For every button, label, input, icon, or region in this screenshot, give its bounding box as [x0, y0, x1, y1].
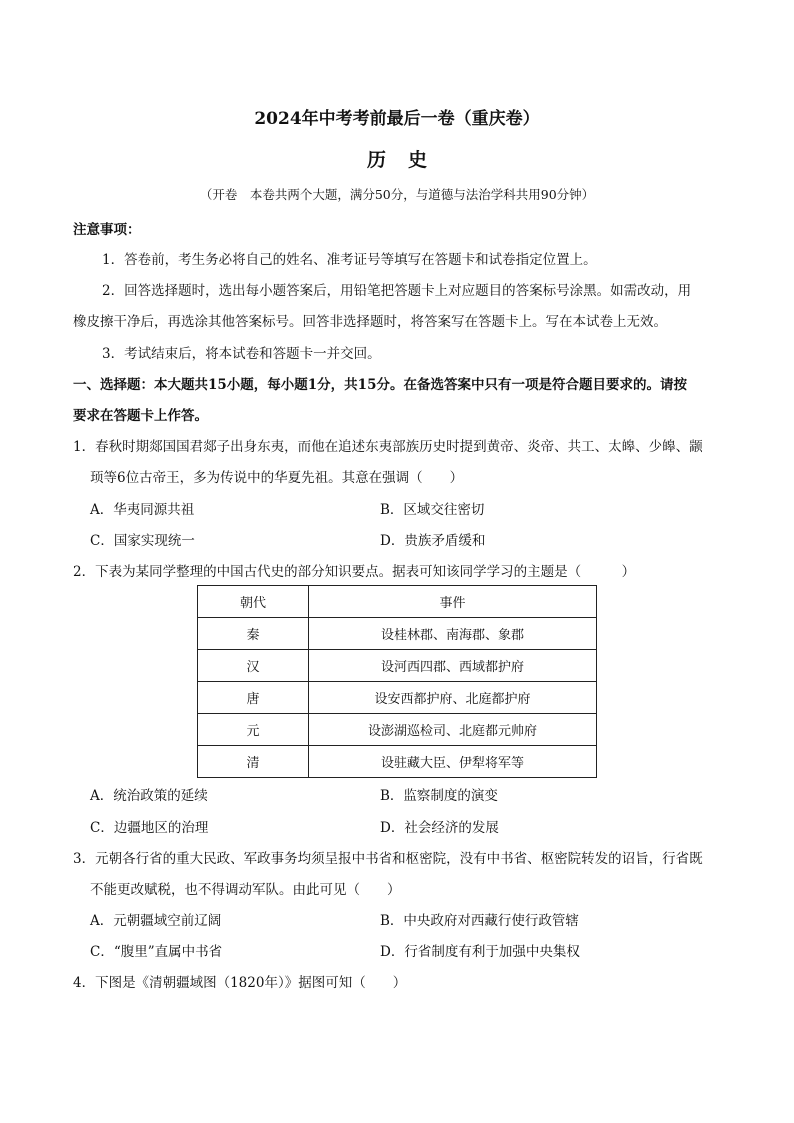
question-1-option-a[interactable]: A．华夷同源共祖 [90, 502, 195, 518]
knowledge-table [197, 585, 597, 778]
table-cell-dynasty: 秦 [198, 618, 309, 650]
question-3-stem: 3．元朝各行省的重大民政、军政事务均须呈报中书省和枢密院，没有中书省、枢密院转发的诏旨，行省既 [73, 851, 703, 867]
table-cell-dynasty: 汉 [198, 650, 309, 682]
table-cell-dynasty: 元 [198, 714, 309, 746]
table-cell-dynasty: 清 [198, 746, 309, 778]
question-4-stem: 4．下图是《清朝疆域图（1820年）》据图可知（ ） [73, 975, 407, 991]
note-item: 橡皮擦干净后，再选涂其他答案标号。回答非选择题时，将答案写在答题卡上。写在本试卷上无效。 [73, 314, 667, 330]
question-1-stem: 1．春秋时期郯国国君郯子出身东夷，而他在追述东夷部族历史时提到黄帝、炎帝、共工、太皞、少皞、颛 [73, 439, 703, 455]
note-item: 3．考试结束后，将本试卷和答题卡一并交回。 [102, 346, 381, 362]
table-cell-event: 设河西四郡、西域都护府 [309, 650, 597, 682]
table-cell-event: 设澎湖巡检司、北庭都元帅府 [309, 714, 597, 746]
question-1-option-c[interactable]: C．国家实现统一 [90, 533, 195, 549]
table-row [198, 746, 597, 778]
question-3-option-c[interactable]: C．“腹里”直属中书省 [90, 944, 223, 960]
table-header-event: 事件 [309, 586, 597, 618]
note-item: 2．回答选择题时，选出每小题答案后，用铅笔把答题卡上对应题目的答案标号涂黑。如需改动，用 [102, 283, 692, 299]
question-2-stem: 2．下表为某同学整理的中国古代史的部分知识要点。据表可知该同学学习的主题是（ ） [73, 564, 636, 580]
question-2-option-b[interactable]: B．监察制度的演变 [380, 788, 498, 804]
question-2-option-a[interactable]: A．统治政策的延续 [90, 788, 208, 804]
table-header-row [198, 586, 597, 618]
section-heading: 一、选择题：本大题共15小题，每小题1分，共15分。在备选答案中只有一项是符合题目要求的。请按 [73, 377, 687, 393]
question-3-option-b[interactable]: B．中央政府对西藏行使行政管辖 [380, 913, 579, 929]
exam-title: 2024年中考考前最后一卷（重庆卷） [254, 109, 540, 129]
question-1-option-b[interactable]: B．区域交往密切 [380, 502, 485, 518]
table-row [198, 682, 597, 714]
question-3-option-a[interactable]: A．元朝疆域空前辽阔 [90, 913, 222, 929]
question-1-option-d[interactable]: D．贵族矛盾缓和 [380, 533, 486, 549]
table-cell-event: 设驻藏大臣、伊犁将军等 [309, 746, 597, 778]
question-1-stem-cont: 顼等6位古帝王，多为传说中的华夏先祖。其意在强调（ ） [90, 470, 464, 486]
question-2-option-c[interactable]: C．边疆地区的治理 [90, 820, 209, 836]
table-row [198, 650, 597, 682]
section-heading-cont: 要求在答题卡上作答。 [73, 408, 208, 424]
table-row [198, 714, 597, 746]
table-cell-dynasty: 唐 [198, 682, 309, 714]
question-3-stem-cont: 不能更改赋税，也不得调动军队。由此可见（ ） [90, 882, 401, 898]
question-3-option-d[interactable]: D．行省制度有利于加强中央集权 [380, 944, 580, 960]
note-item: 1．答卷前，考生务必将自己的姓名、准考证号等填写在答题卡和试卷指定位置上。 [102, 252, 597, 268]
question-2-option-d[interactable]: D．社会经济的发展 [380, 820, 499, 836]
notes-heading: 注意事项： [73, 222, 141, 238]
table-header-dynasty: 朝代 [198, 586, 309, 618]
table-row [198, 618, 597, 650]
table-cell-event: 设桂林郡、南海郡、象郡 [309, 618, 597, 650]
table-cell-event: 设安西都护府、北庭都护府 [309, 682, 597, 714]
exam-subtitle: （开卷 本卷共两个大题，满分50分，与道德与法治学科共用90分钟） [199, 187, 595, 202]
subject-title: 历史 [366, 149, 449, 171]
